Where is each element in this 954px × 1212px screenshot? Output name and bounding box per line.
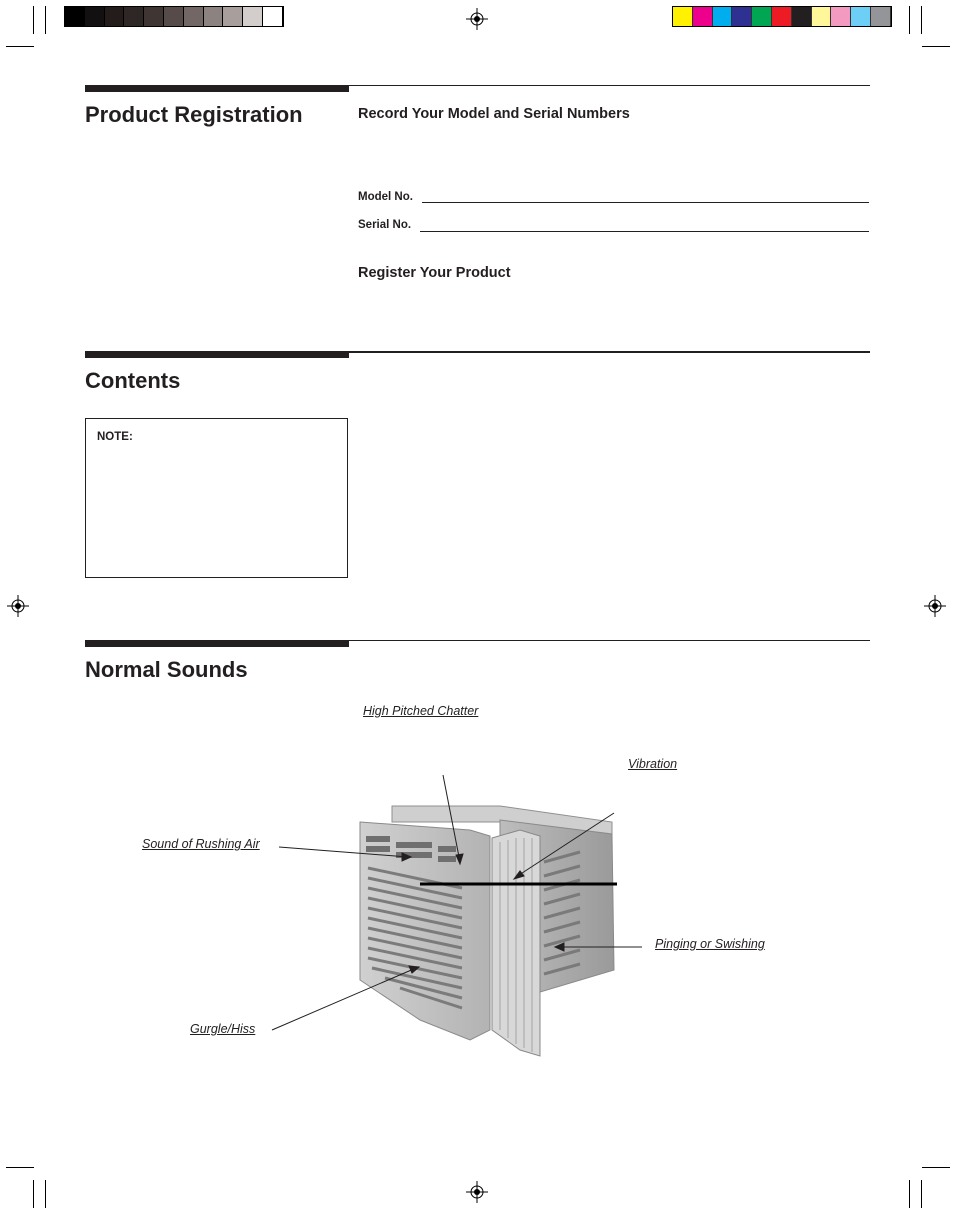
record-numbers-heading: Record Your Model and Serial Numbers (358, 106, 630, 122)
contents-title: Contents (85, 368, 181, 393)
register-product-heading: Register Your Product (358, 265, 511, 281)
model-number-label: Model No. (358, 191, 413, 203)
callout-high-pitched-chatter: High Pitched Chatter (363, 704, 479, 718)
serial-number-label: Serial No. (358, 219, 412, 231)
callout-rushing-air: Sound of Rushing Air (142, 837, 260, 851)
normal-sounds-title: Normal Sounds (85, 657, 248, 682)
callout-pinging-swishing: Pinging or Swishing (655, 937, 765, 951)
product-registration-title: Product Registration (85, 102, 303, 127)
callout-vibration: Vibration (628, 757, 678, 771)
note-label: NOTE: (97, 431, 133, 443)
callout-gurgle-hiss: Gurgle/Hiss (190, 1022, 256, 1036)
